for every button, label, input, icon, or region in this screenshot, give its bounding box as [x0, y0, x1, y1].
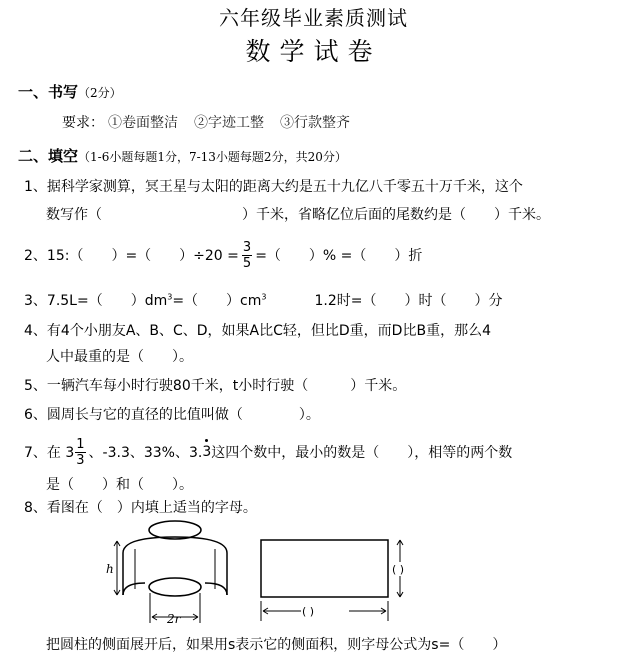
question-7-middle: 、-3.3、33%、3. — [88, 445, 203, 461]
exam-title: 六年级毕业素质测试 — [219, 6, 408, 30]
unrolled-rectangle — [261, 540, 388, 597]
question-3-part-b: =（ ）cm — [172, 293, 262, 309]
question-6: 6、圆周长与它的直径的比值叫做（ ）。 — [24, 407, 320, 423]
diameter-label: 2r — [167, 612, 181, 626]
question-8-formula: 把圆柱的侧面展开后，如果用s表示它的侧面积，则字母公式为s=（ ） — [46, 637, 507, 653]
rect-height-blank: ( ) — [392, 563, 405, 576]
question-7-suffix: 这四个数中，最小的数是（ ），相等的两个数 — [211, 445, 513, 461]
unrolled-surface-bottom-edge — [123, 583, 227, 595]
section-2-title: 二、填空 — [18, 147, 79, 165]
surface-shading — [135, 549, 215, 589]
fraction-numerator: 3 — [242, 239, 252, 255]
question-2 — [24, 235, 422, 275]
requirements — [62, 112, 350, 132]
fraction-denominator: 3 — [76, 452, 85, 468]
section-1-heading — [18, 81, 122, 102]
requirement-item: ②字迹工整 — [194, 115, 264, 131]
question-8: 8、看图在（ ）内填上适当的字母。 — [24, 500, 257, 516]
question-3-part-a: 3、7.5L=（ ）dm — [24, 293, 168, 309]
cylinder-figure — [95, 513, 425, 631]
requirements-label: 要求： — [62, 115, 104, 131]
cube-exponent: 3 — [261, 292, 267, 302]
exam-subtitle: 数学试卷 — [245, 37, 382, 66]
requirement-item: ①卷面整洁 — [108, 115, 178, 131]
question-7-prefix: 7、在 3 — [24, 445, 75, 461]
question-1-line-2: 数写作（ ）千米，省略亿位后面的尾数约是（ ）千米。 — [46, 207, 550, 223]
question-3-part-c: 1.2时=（ ）时（ ）分 — [314, 293, 503, 309]
question-4-line-1: 4、有4个小朋友A、B、C、D，如果A比C轻，但比D重，而D比B重，那么4 — [24, 323, 491, 339]
fraction-denominator: 5 — [242, 255, 252, 271]
requirement-item: ③行款整齐 — [280, 115, 350, 131]
fraction-numerator: 1 — [76, 436, 85, 452]
section-2-heading — [18, 145, 347, 166]
question-7-line-2: 是（ ）和（ ）。 — [46, 477, 193, 493]
question-7-fraction — [75, 437, 85, 468]
cube-exponent: 3 — [167, 292, 173, 302]
unrolled-surface-sides — [123, 553, 227, 595]
height-label: h — [106, 562, 114, 576]
section-1-title: 一、书写 — [18, 83, 79, 101]
question-4-line-2: 人中最重的是（ ）。 — [46, 349, 193, 365]
question-5: 5、一辆汽车每小时行驶80千米，t小时行驶（ ）千米。 — [24, 378, 407, 394]
question-3 — [24, 290, 503, 310]
question-2-fraction — [242, 240, 252, 271]
section-1-points: （2分） — [78, 86, 122, 100]
rect-width-blank: ( ) — [302, 605, 315, 618]
repeating-digit: 3 — [202, 444, 212, 460]
question-1-line-1: 1、据科学家测算，冥王星与太阳的距离大约是五十九亿八千零五十万千米，这个 — [24, 179, 523, 195]
section-2-points: （1-6小题每题1分，7-13小题每题2分，共20分） — [78, 150, 347, 164]
question-2-prefix: 2、15:（ ）=（ ）÷20 = — [24, 248, 239, 264]
question-2-suffix: =（ ）% =（ ）折 — [255, 248, 423, 264]
cylinder-bottom-ellipse — [149, 578, 201, 596]
question-7-line-1 — [24, 432, 512, 472]
